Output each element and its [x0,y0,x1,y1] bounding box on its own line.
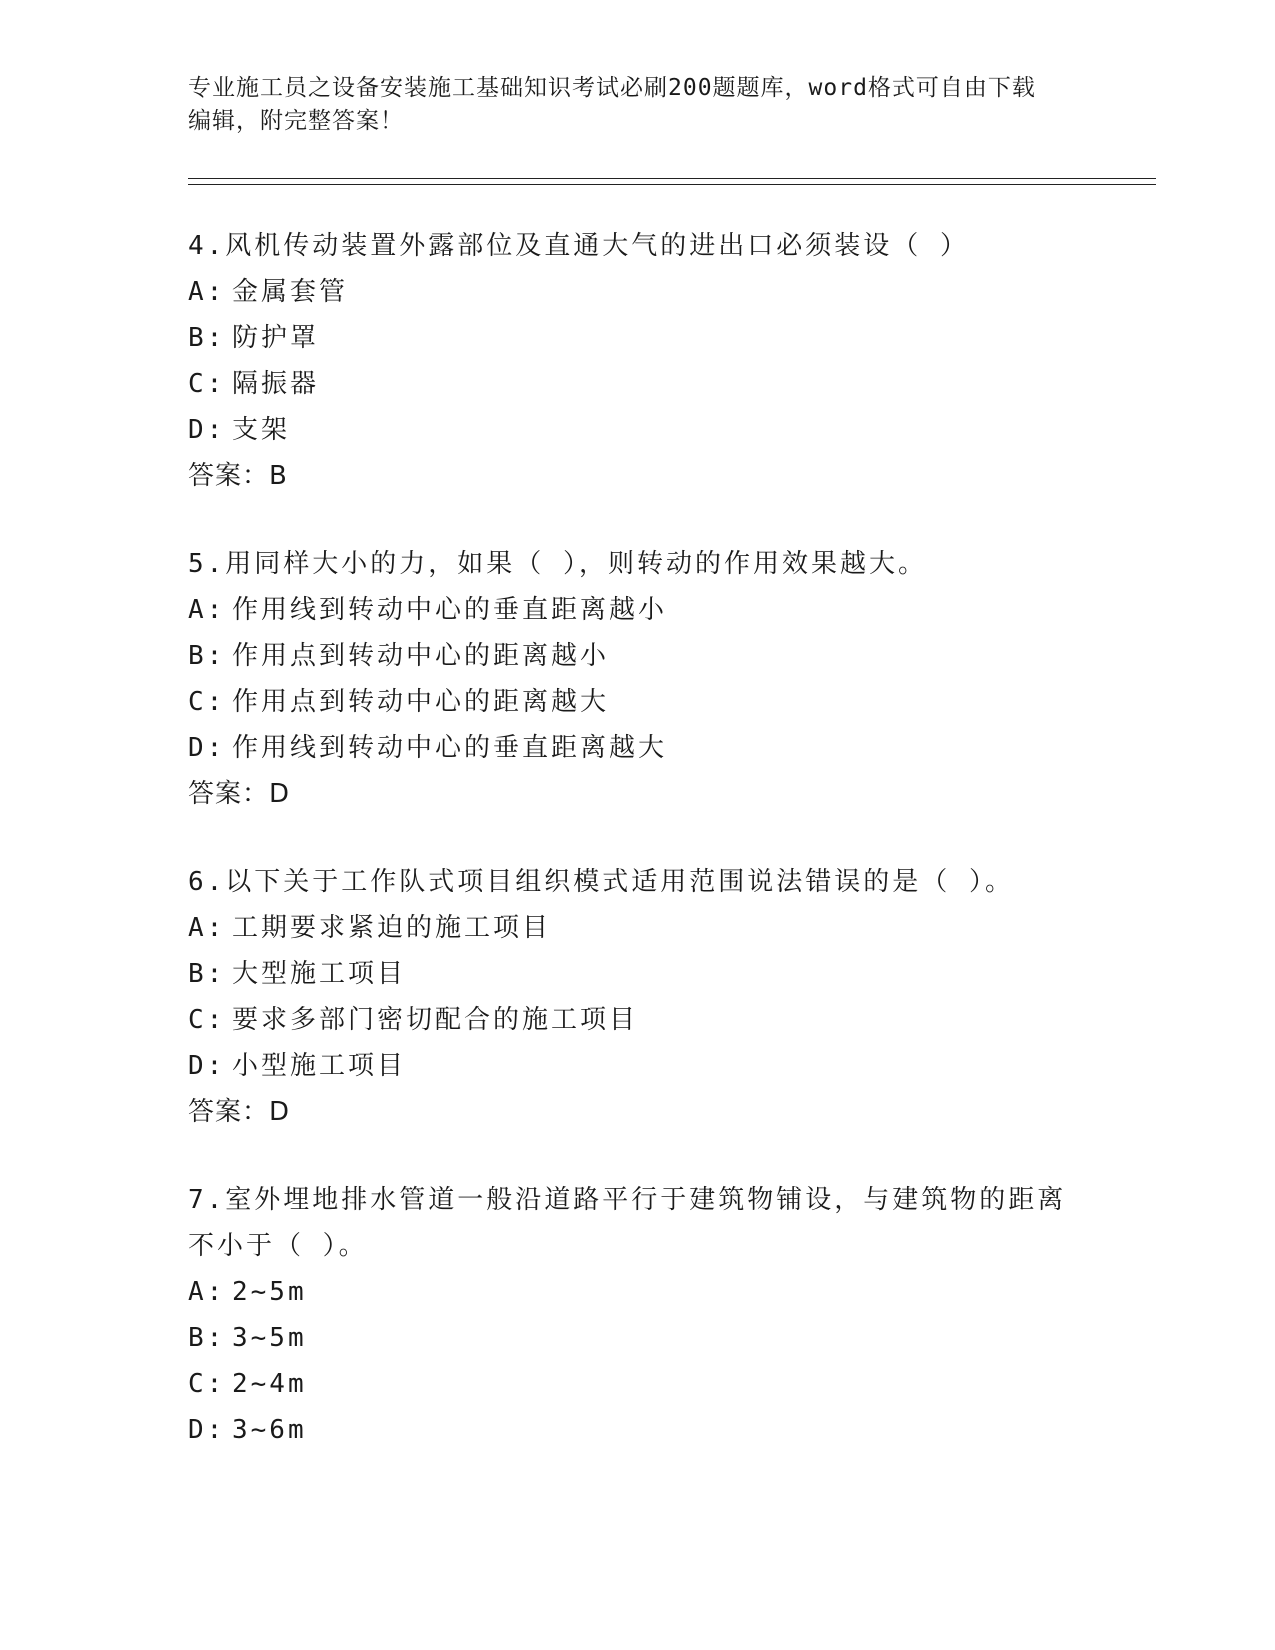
question-6 [188,859,1088,1135]
option-c [188,361,1088,407]
question-stem-line1: 7.室外埋地排水管道一般沿道路平行于建筑物铺设，与建筑物的距离 [188,1185,1067,1215]
option-text: 作用线到转动中心的垂直距离越大 [232,733,668,763]
option-text: 2~4m [232,1369,307,1399]
option-key: A: [188,595,226,625]
option-text: 要求多部门密切配合的施工项目 [232,1005,639,1035]
question-stem: 6.以下关于工作队式项目组织模式适用范围说法错误的是（ ）。 [188,867,1014,897]
header-title-line1: 专业施工员之设备安装施工基础知识考试必刷200题题库，word格式可自由下载 [188,75,1036,101]
option-text: 3~6m [232,1415,307,1445]
option-key: C: [188,1369,226,1399]
option-a [188,587,1088,633]
option-key: A: [188,277,226,307]
option-text: 作用线到转动中心的垂直距离越小 [232,595,668,625]
question-4 [188,223,1088,499]
option-key: B: [188,1323,226,1353]
option-text: 3~5m [232,1323,307,1353]
option-key: C: [188,687,226,717]
option-d [188,1407,1088,1453]
option-text: 工期要求紧迫的施工项目 [232,913,552,943]
answer-label: 答案：D [188,1097,291,1127]
option-a [188,905,1088,951]
option-key: D: [188,1051,226,1081]
question-stem: 5.用同样大小的力，如果（ ），则转动的作用效果越大。 [188,549,927,579]
option-b [188,951,1088,997]
option-text: 作用点到转动中心的距离越大 [232,687,610,717]
option-a [188,1269,1088,1315]
option-text: 大型施工项目 [232,959,407,989]
option-key: A: [188,913,226,943]
option-key: B: [188,323,226,353]
option-text: 小型施工项目 [232,1051,407,1081]
document-header [188,72,1088,138]
option-text: 防护罩 [232,323,320,353]
option-b [188,315,1088,361]
option-text: 2~5m [232,1277,307,1307]
option-b [188,633,1088,679]
option-text: 隔振器 [232,369,320,399]
header-double-rule [188,178,1156,185]
option-c [188,679,1088,725]
option-d [188,725,1088,771]
question-5 [188,541,1088,817]
header-title-line2: 编辑，附完整答案！ [188,108,404,134]
question-stem: 4.风机传动装置外露部位及直通大气的进出口必须装设（ ） [188,231,969,261]
option-c [188,1361,1088,1407]
answer-label: 答案：B [188,461,288,491]
option-key: D: [188,415,226,445]
option-b [188,1315,1088,1361]
option-d [188,407,1088,453]
option-key: C: [188,369,226,399]
question-7 [188,1177,1088,1453]
option-key: B: [188,959,226,989]
option-text: 金属套管 [232,277,349,307]
option-a [188,269,1088,315]
option-key: D: [188,733,226,763]
option-text: 支架 [232,415,291,445]
option-key: C: [188,1005,226,1035]
answer-label: 答案：D [188,779,291,809]
option-key: B: [188,641,226,671]
question-stem-line2: 不小于（ ）。 [188,1231,368,1261]
option-d [188,1043,1088,1089]
option-text: 作用点到转动中心的距离越小 [232,641,610,671]
option-c [188,997,1088,1043]
option-key: A: [188,1277,226,1307]
option-key: D: [188,1415,226,1445]
